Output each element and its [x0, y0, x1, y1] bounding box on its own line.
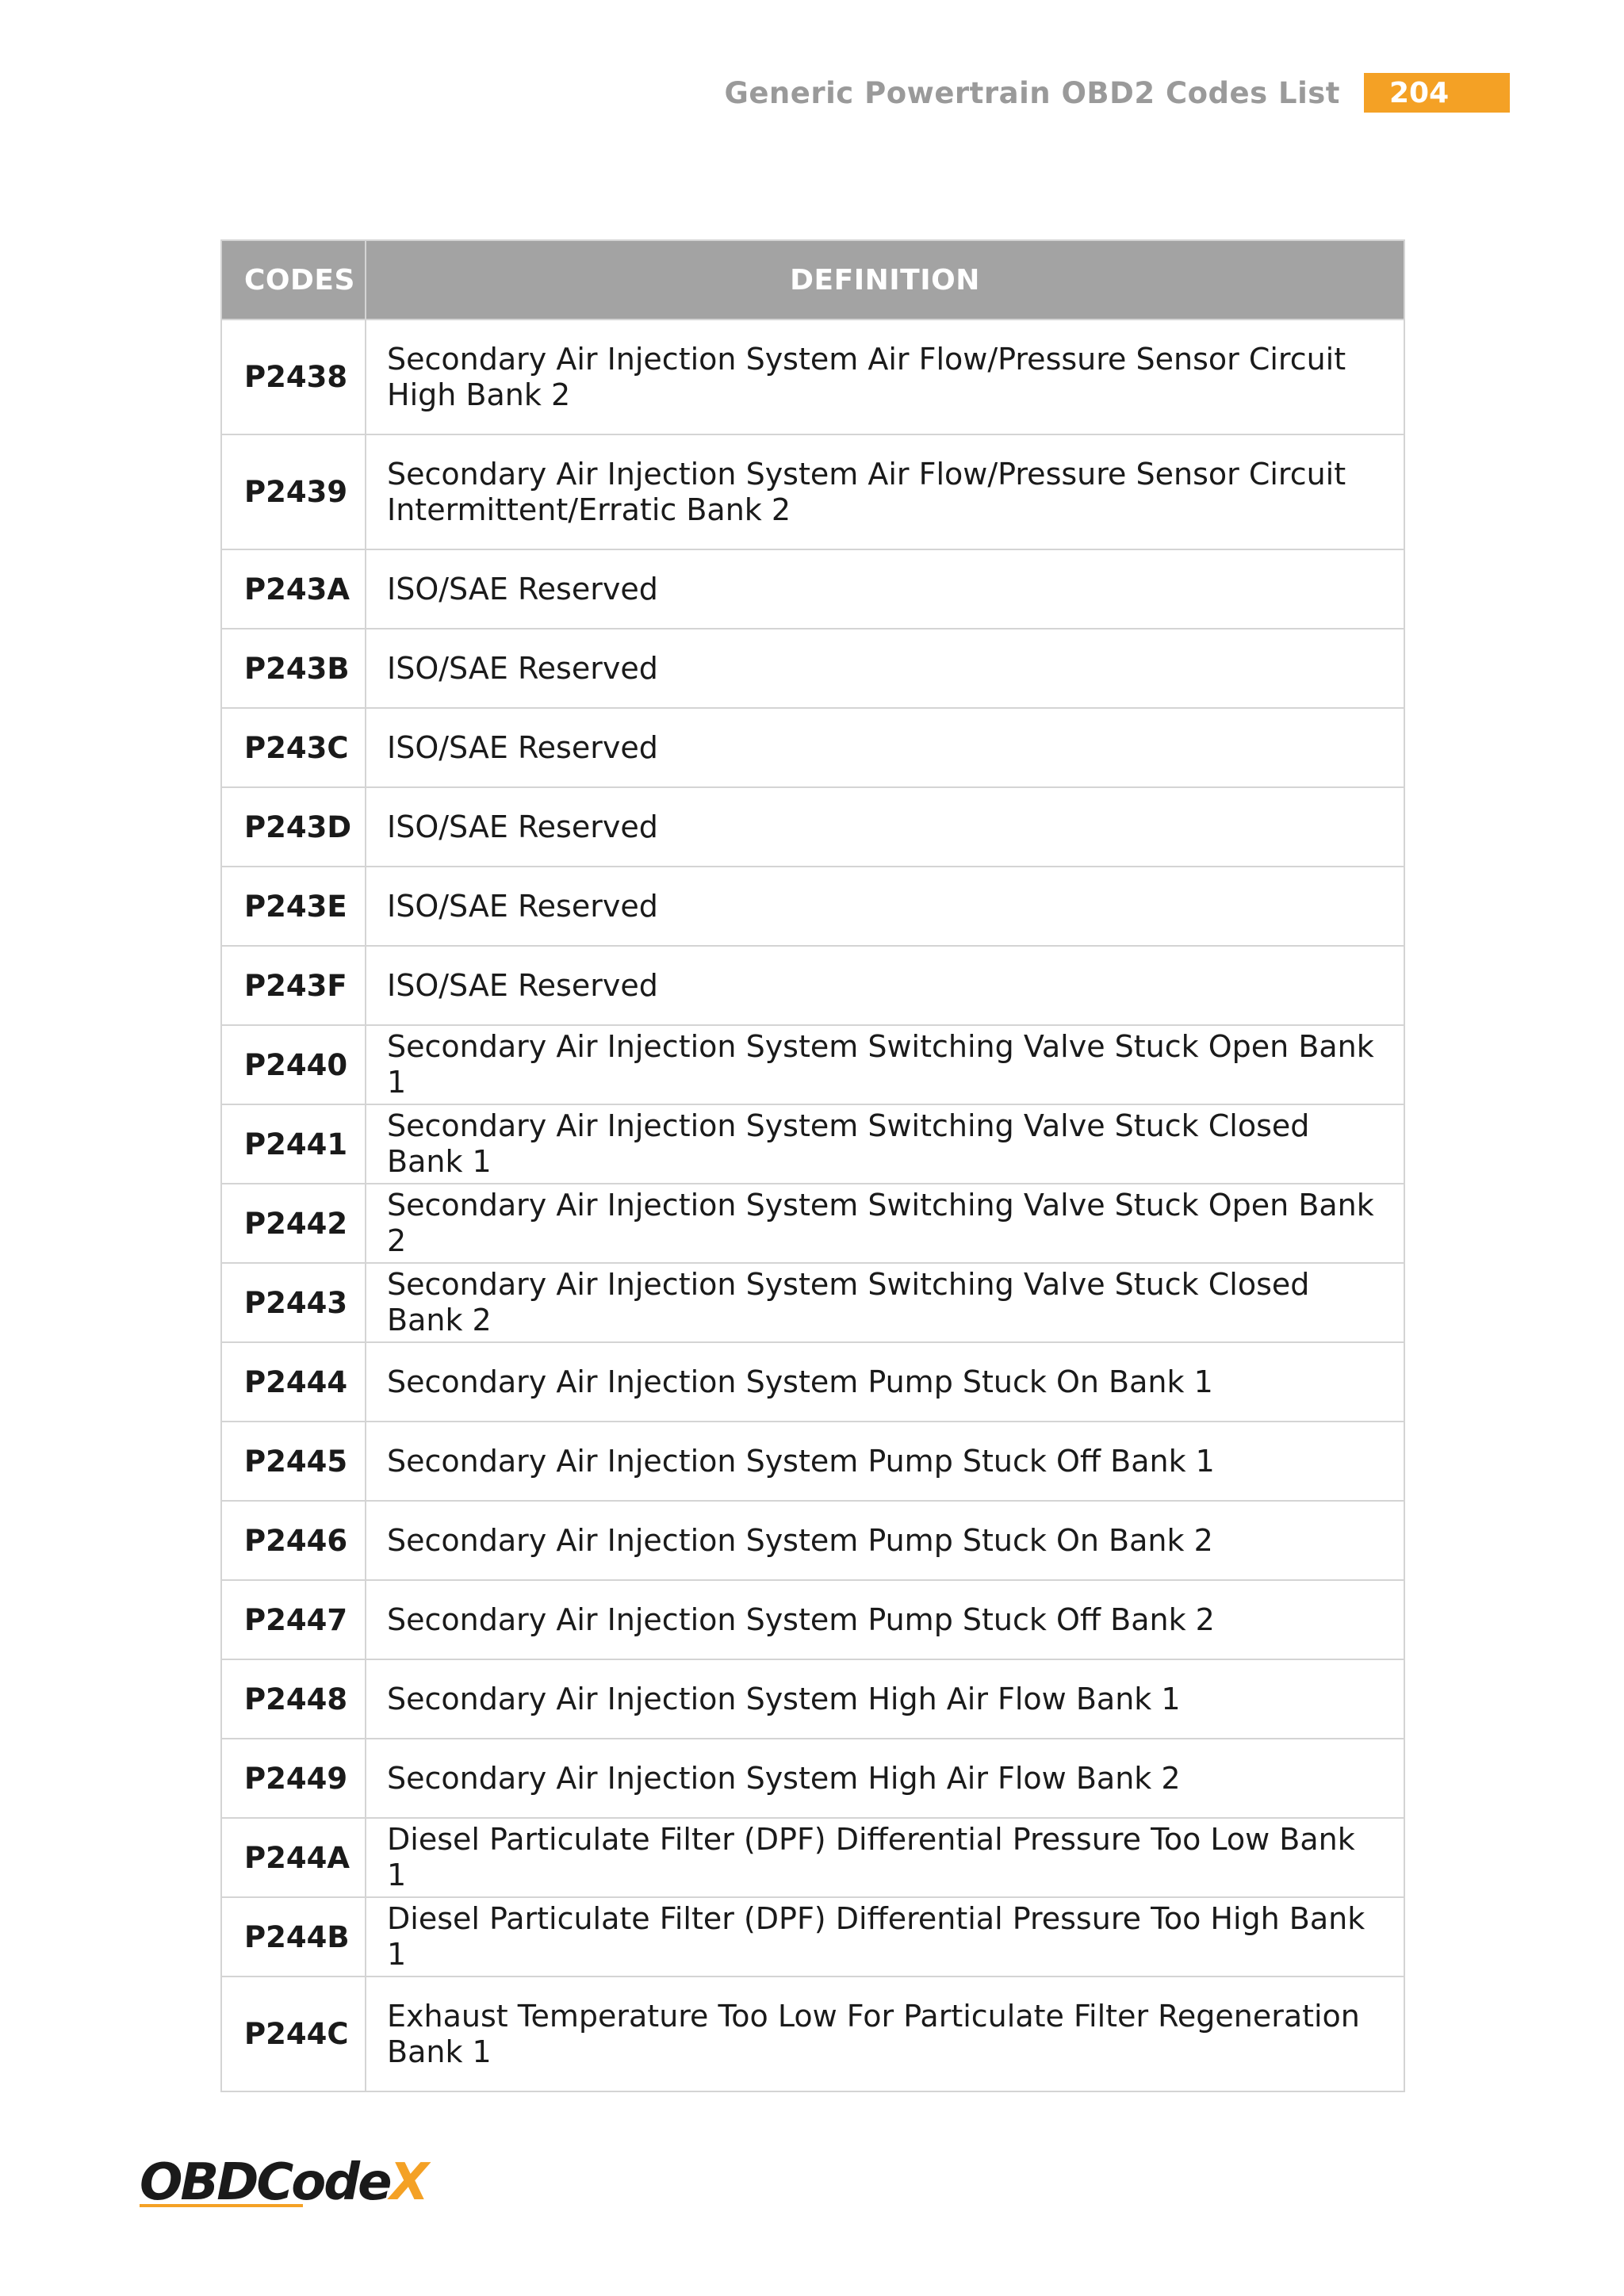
definition-cell: Secondary Air Injection System Pump Stuck Off Bank 1: [366, 1422, 1404, 1501]
definition-cell: Secondary Air Injection System Pump Stuck On Bank 2: [366, 1501, 1404, 1580]
table-row: [221, 1104, 1404, 1184]
definition-cell: Diesel Particulate Filter (DPF) Differential Pressure Too Low Bank 1: [366, 1818, 1404, 1897]
definition-cell: Secondary Air Injection System High Air Flow Bank 1: [366, 1659, 1404, 1739]
code-cell: P244C: [221, 1976, 366, 2091]
table-row: [221, 1659, 1404, 1739]
table-row: [221, 549, 1404, 629]
table-row: [221, 1501, 1404, 1580]
definition-cell: Diesel Particulate Filter (DPF) Differential Pressure Too High Bank 1: [366, 1897, 1404, 1976]
code-cell: P2449: [221, 1739, 366, 1818]
code-cell: P243B: [221, 629, 366, 708]
table-row: [221, 320, 1404, 434]
definition-column-header: DEFINITION: [366, 240, 1404, 320]
logo-accent-text: X: [389, 2153, 427, 2212]
table-row: [221, 1263, 1404, 1342]
table-row: [221, 1184, 1404, 1263]
table-row: [221, 1897, 1404, 1976]
code-cell: P244A: [221, 1818, 366, 1897]
table-header-row: [221, 240, 1404, 320]
code-cell: P2442: [221, 1184, 366, 1263]
definition-cell: Secondary Air Injection System Switching Valve Stuck Open Bank 2: [366, 1184, 1404, 1263]
table-row: [221, 946, 1404, 1025]
svg-text:OBDCodeX: [140, 2153, 431, 2212]
table-row: [221, 1580, 1404, 1659]
code-cell: P2438: [221, 320, 366, 434]
code-cell: P243E: [221, 867, 366, 946]
definition-cell: Secondary Air Injection System Switching Valve Stuck Closed Bank 1: [366, 1104, 1404, 1184]
definition-cell: Secondary Air Injection System Switching Valve Stuck Open Bank 1: [366, 1025, 1404, 1104]
definition-cell: ISO/SAE Reserved: [366, 629, 1404, 708]
code-cell: P2443: [221, 1263, 366, 1342]
table-row: [221, 1739, 1404, 1818]
code-cell: P2448: [221, 1659, 366, 1739]
document-title: Generic Powertrain OBD2 Codes List: [724, 75, 1340, 110]
definition-cell: Secondary Air Injection System Pump Stuck On Bank 1: [366, 1342, 1404, 1422]
code-cell: P2446: [221, 1501, 366, 1580]
logo-main-text: OBDCode: [140, 2153, 390, 2212]
definition-cell: ISO/SAE Reserved: [366, 708, 1404, 787]
definition-cell: Exhaust Temperature Too Low For Particulate Filter Regeneration Bank 1: [366, 1976, 1404, 2091]
definition-cell: Secondary Air Injection System Air Flow/Pressure Sensor Circuit Intermittent/Erratic Bank 2: [366, 434, 1404, 549]
code-cell: P2444: [221, 1342, 366, 1422]
code-cell: P243C: [221, 708, 366, 787]
code-cell: P244B: [221, 1897, 366, 1976]
definition-cell: Secondary Air Injection System High Air Flow Bank 2: [366, 1739, 1404, 1818]
definition-cell: Secondary Air Injection System Switching Valve Stuck Closed Bank 2: [366, 1263, 1404, 1342]
code-cell: P2445: [221, 1422, 366, 1501]
obdcodex-logo: [136, 2150, 427, 2214]
code-cell: P243A: [221, 549, 366, 629]
table-row: [221, 1422, 1404, 1501]
code-cell: P243F: [221, 946, 366, 1025]
definition-cell: Secondary Air Injection System Pump Stuck Off Bank 2: [366, 1580, 1404, 1659]
code-cell: P2440: [221, 1025, 366, 1104]
code-cell: P2441: [221, 1104, 366, 1184]
page-header: [724, 73, 1510, 113]
table-row: [221, 1818, 1404, 1897]
table-row: [221, 1342, 1404, 1422]
definition-cell: Secondary Air Injection System Air Flow/Pressure Sensor Circuit High Bank 2: [366, 320, 1404, 434]
table-row: [221, 434, 1404, 549]
table-row: [221, 629, 1404, 708]
code-cell: P2439: [221, 434, 366, 549]
table-row: [221, 787, 1404, 867]
definition-cell: ISO/SAE Reserved: [366, 549, 1404, 629]
page-number-badge: 204: [1364, 73, 1510, 113]
code-cell: P243D: [221, 787, 366, 867]
definition-cell: ISO/SAE Reserved: [366, 946, 1404, 1025]
code-cell: P2447: [221, 1580, 366, 1659]
definition-cell: ISO/SAE Reserved: [366, 867, 1404, 946]
codes-column-header: CODES: [221, 240, 366, 320]
definition-cell: ISO/SAE Reserved: [366, 787, 1404, 867]
table-row: [221, 1976, 1404, 2091]
table-row: [221, 867, 1404, 946]
codes-table: [220, 239, 1405, 2092]
table-row: [221, 708, 1404, 787]
table-row: [221, 1025, 1404, 1104]
